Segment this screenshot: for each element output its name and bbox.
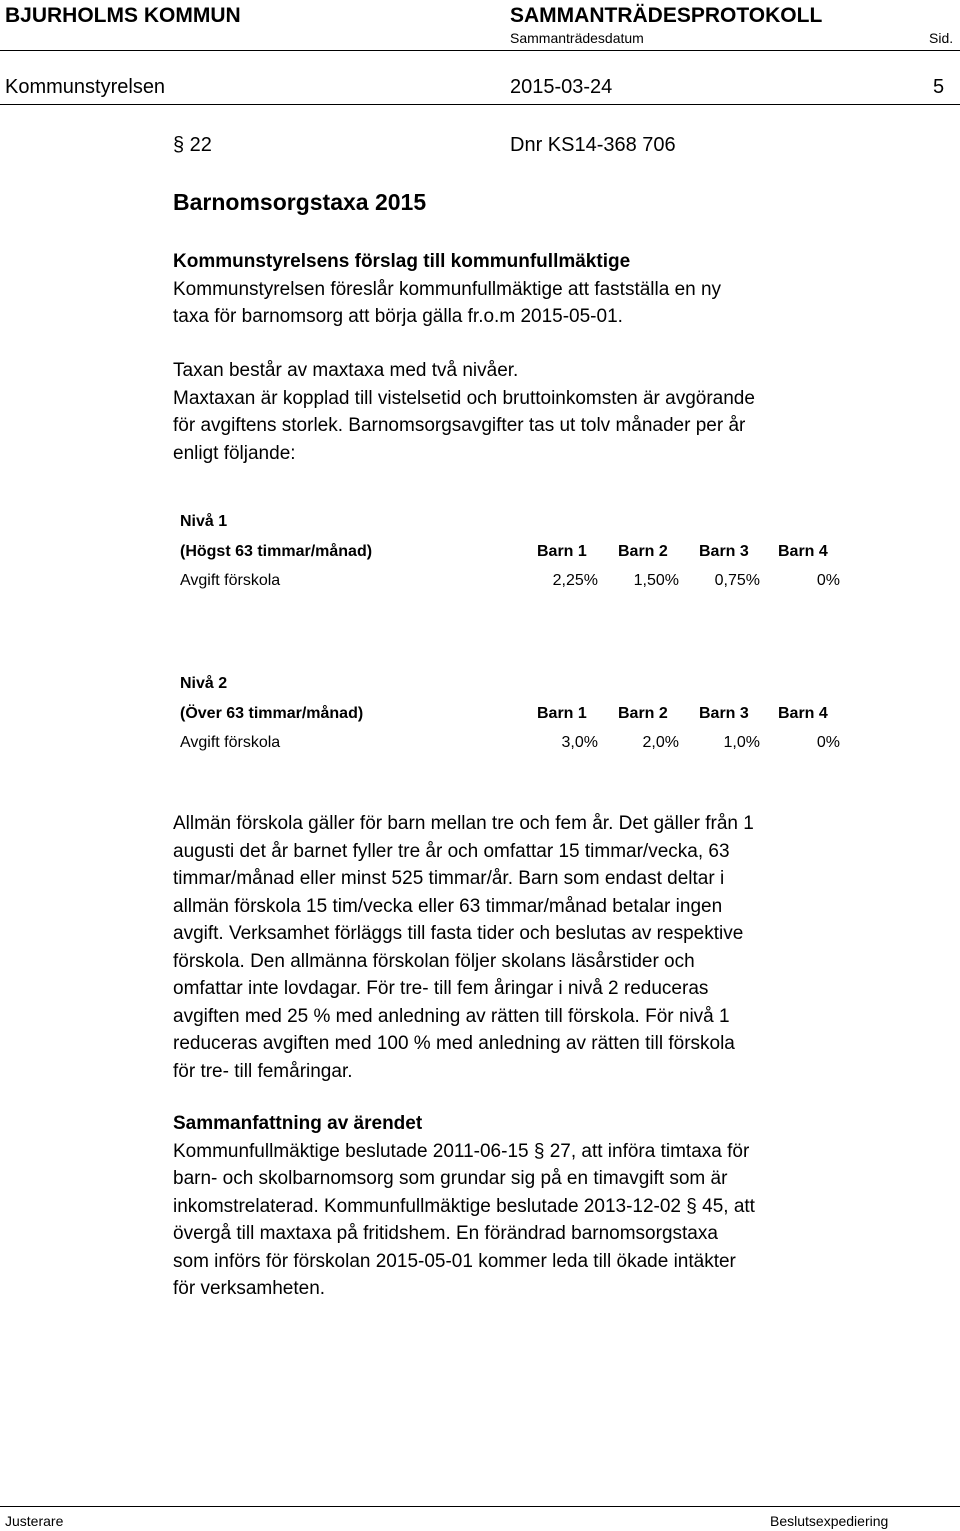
page-label: Sid. (929, 30, 954, 46)
summary-line: för verksamheten. (173, 1278, 326, 1299)
header-bottom-divider (0, 104, 960, 105)
proposal-line: Kommunstyrelsen föreslår kommunfullmäktige att fastställa en ny (173, 278, 722, 300)
column-header: Barn 2 (618, 543, 668, 560)
footer-beslutsexpediering: Beslutsexpediering (770, 1513, 889, 1529)
column-header: Barn 3 (699, 705, 749, 722)
paragraph-line: augusti det år barnet fyller tre år och omfattar 15 timmar/vecka, 63 (173, 840, 730, 862)
paragraph-line: timmar/månad eller minst 525 timmar/år. Barn som endast deltar i (173, 868, 725, 889)
column-header: Barn 4 (778, 705, 828, 722)
summary-line: Kommunfullmäktige beslutade 2011-06-15 § 27, att införa timtaxa för (173, 1140, 750, 1162)
taxa-line: enligt följande: (173, 442, 296, 464)
document-type: SAMMANTRÄDESPROTOKOLL (510, 4, 823, 27)
column-header: Barn 2 (618, 705, 668, 722)
paragraph-line: Allmän förskola gäller för barn mellan tre och fem år. Det gäller från 1 (173, 813, 754, 834)
paragraph-line: för tre- till femåringar. (173, 1060, 353, 1082)
column-header: Barn 1 (537, 543, 587, 560)
row-label: Avgift förskola (180, 572, 281, 589)
row-label: Avgift förskola (180, 734, 281, 751)
summary-line: övergå till maxtaxa på fritidshem. En förändrad barnomsorgstaxa (173, 1223, 718, 1244)
fee-value: 1,50% (633, 572, 679, 589)
paragraph-line: reduceras avgiften med 100 % med anledning av rätten till förskola (173, 1033, 735, 1054)
committee-name: Kommunstyrelsen (5, 76, 166, 98)
summary-line: barn- och skolbarnomsorg som grundar sig på en timavgift som är (173, 1168, 728, 1189)
paragraph-line: allmän förskola 15 tim/vecka eller 63 timmar/månad betalar ingen (173, 895, 723, 917)
paragraph-line: avgift. Verksamhet förläggs till fasta tider och beslutas av respektive (173, 923, 744, 944)
proposal-section (173, 248, 913, 331)
taxa-line: för avgiftens storlek. Barnomsorgsavgifter tas ut tolv månader per år (173, 415, 746, 436)
paragraph-line: förskola. Den allmänna förskolan följer skolans läsårstider och (173, 950, 695, 972)
footer-justerare: Justerare (5, 1513, 64, 1529)
paragraph-line: omfattar inte lovdagar. För tre- till fem åringar i nivå 2 reduceras (173, 978, 709, 999)
fee-value: 2,0% (642, 734, 679, 751)
fee-value: 0% (816, 734, 840, 751)
item-title: Barnomsorgstaxa 2015 (173, 189, 427, 215)
fee-value: 1,0% (723, 734, 760, 751)
column-header: Barn 4 (778, 543, 828, 560)
fee-value: 2,25% (552, 572, 598, 589)
paragraph-number: § 22 (173, 134, 212, 156)
level-title: Nivå 2 (180, 675, 228, 692)
fee-value: 3,0% (561, 734, 598, 751)
proposal-heading: Kommunstyrelsens förslag till kommunfullmäktige (173, 251, 631, 272)
level-title: Nivå 1 (180, 513, 228, 530)
column-header: Barn 1 (537, 705, 587, 722)
taxa-line: Maxtaxan är kopplad till vistelsetid och bruttoinkomsten är avgörande (173, 387, 755, 409)
column-header: Barn 3 (699, 543, 749, 560)
footer-divider (0, 1506, 960, 1507)
paragraph-line: avgiften med 25 % med anledning av rätten till förskola. För nivå 1 (173, 1005, 730, 1027)
page-number: 5 (933, 76, 945, 98)
level-limit: (Högst 63 timmar/månad) (180, 543, 373, 560)
header-divider (0, 50, 960, 51)
taxa-section (173, 357, 913, 467)
fee-value: 0% (816, 572, 840, 589)
meeting-date-label: Sammanträdesdatum (510, 30, 644, 46)
fee-value: 0,75% (714, 572, 760, 589)
summary-line: inkomstrelaterad. Kommunfullmäktige beslutade 2013-12-02 § 45, att (173, 1195, 755, 1217)
allman-forskola-paragraph (173, 810, 913, 1085)
summary-section (173, 1110, 913, 1303)
diary-number: Dnr KS14-368 706 (510, 134, 676, 156)
summary-line: som införs för förskolan 2015-05-01 kommer leda till ökade intäkter (173, 1250, 736, 1272)
taxa-line: Taxan består av maxtaxa med två nivåer. (173, 360, 519, 381)
proposal-line: taxa för barnomsorg att börja gälla fr.o.m 2015-05-01. (173, 306, 623, 327)
org-name: BJURHOLMS KOMMUN (5, 4, 241, 27)
summary-heading: Sammanfattning av ärendet (173, 1113, 423, 1134)
meeting-date: 2015-03-24 (510, 76, 613, 98)
level-limit: (Över 63 timmar/månad) (180, 705, 364, 722)
